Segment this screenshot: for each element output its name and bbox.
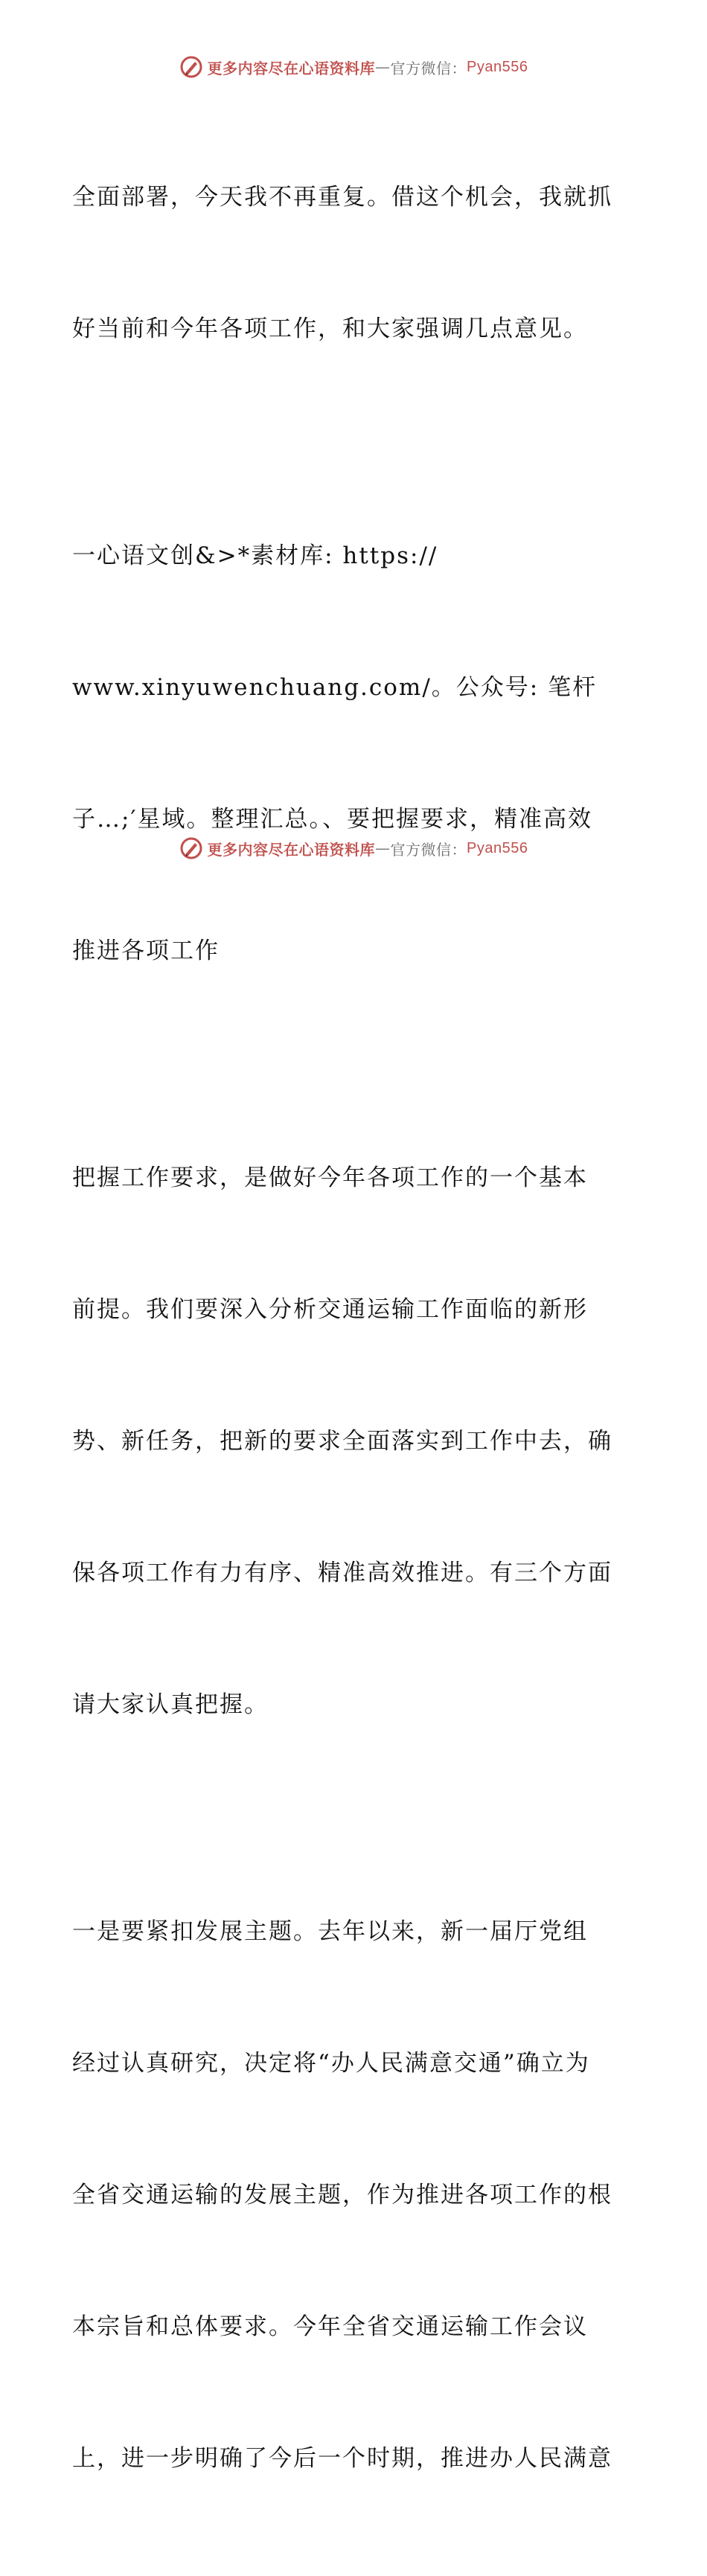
watermark-id: Pyan556 bbox=[467, 839, 528, 856]
paragraph-1 bbox=[72, 88, 638, 439]
text-line: 上，进一步明确了今后一个时期，推进办人民满意 bbox=[72, 2445, 612, 2472]
footer-watermark bbox=[0, 833, 707, 863]
text-line: 请大家认真把握。 bbox=[72, 1691, 269, 1718]
text-line: 子…;′星域。整理汇总。、要把握要求，精准高效 bbox=[72, 806, 592, 833]
text-line: 全省交通运输的发展主题，作为推进各项工作的根 bbox=[72, 2182, 612, 2208]
header-watermark bbox=[0, 52, 707, 82]
text-line: 经过认真研究，决定将“办人民满意交通”确立为 bbox=[72, 2050, 590, 2077]
paragraph-4 bbox=[72, 1822, 638, 2569]
watermark-text: 更多内容尽在心语资料库 bbox=[207, 840, 376, 859]
text-line: 推进各项工作 bbox=[72, 938, 220, 964]
pen-logo-icon bbox=[179, 55, 203, 79]
watermark-text: 更多内容尽在心语资料库 bbox=[207, 59, 376, 77]
pen-logo-icon bbox=[179, 836, 203, 860]
watermark-dash: — bbox=[375, 839, 391, 857]
text-line: www.xinyuwenchuang.com/。公众号: 笔杆 bbox=[72, 674, 598, 701]
text-line: 前提。我们要深入分析交通运输工作面临的新形 bbox=[72, 1296, 588, 1323]
text-line: 好当前和今年各项工作，和大家强调几点意见。 bbox=[72, 315, 588, 342]
text-line: 一是要紧扣发展主题。去年以来，新一届厅党组 bbox=[72, 1918, 588, 1945]
watermark-label: 官方微信： bbox=[390, 59, 467, 77]
text-line: 把握工作要求，是做好今年各项工作的一个基本 bbox=[72, 1164, 588, 1191]
paragraph-2 bbox=[72, 446, 638, 1061]
watermark-id: Pyan556 bbox=[467, 58, 528, 75]
text-line: 本宗旨和总体要求。今年全省交通运输工作会议 bbox=[72, 2313, 588, 2340]
watermark-label: 官方微信： bbox=[390, 840, 467, 859]
paragraph-3 bbox=[72, 1068, 638, 1815]
watermark-dash: — bbox=[375, 58, 391, 76]
text-line: 一心语文创&>*素材库: https:// bbox=[72, 542, 438, 569]
document-body bbox=[72, 88, 638, 2576]
text-line: 保各项工作有力有序、精准高效推进。有三个方面 bbox=[72, 1560, 612, 1586]
text-line: 全面部署，今天我不再重复。借这个机会，我就抓 bbox=[72, 184, 612, 211]
text-line: 势、新任务，把新的要求全面落实到工作中去，确 bbox=[72, 1428, 612, 1455]
